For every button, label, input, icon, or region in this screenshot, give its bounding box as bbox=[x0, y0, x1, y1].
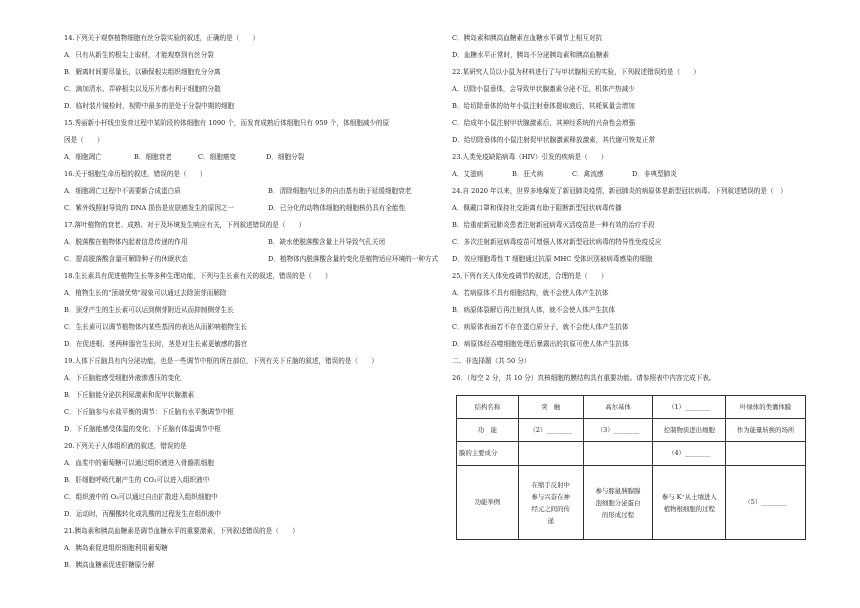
q23-option-d: D．非典型肺炎 bbox=[632, 170, 677, 178]
table-cell bbox=[518, 442, 583, 466]
q23-options bbox=[452, 170, 677, 178]
q18-option-b: B．顶芽产生的生长素可以运到侧芽附近从而抑制侧芽生长 bbox=[64, 306, 234, 314]
q16-option-d: D．已分化的动物体细胞的细胞核仍具有全能性 bbox=[268, 204, 406, 212]
cell-line: 参与 K⁺从土壤进入 bbox=[661, 492, 717, 501]
q19-option-b: B．下丘脑能分泌抗利尿激素和促甲状腺激素 bbox=[64, 391, 195, 399]
cell-line: 植物根细胞的过程 bbox=[663, 504, 715, 513]
q18-option-c: C．生长素可以调节植物体内某些基因的表达从而影响植物生长 bbox=[64, 323, 248, 331]
q20-option-b: B．肝细胞呼吸代谢产生的 CO₂可以进入组织液中 bbox=[64, 476, 210, 484]
q19-stem: 19.人体下丘脑具有内分泌功能，也是一些调节中枢的所在部位，下列有关下丘脑的叙述，错误的是（ ） bbox=[64, 357, 378, 365]
q21-option-a: A．胰岛素促进组织细胞利用葡萄糖 bbox=[64, 544, 168, 552]
section-heading: 二、非选择题（共 50 分） bbox=[452, 357, 531, 365]
q21-option-c: C．胰岛素和胰高血糖素在血糖水平调节上相互对抗 bbox=[452, 34, 603, 42]
q23-option-b: B．狂犬病 bbox=[512, 170, 544, 178]
q25-option-a: A．若病原体不具有细胞结构，就不会使人体产生抗体 bbox=[452, 289, 609, 297]
q17-stem: 17.落叶植物的衰老、成熟、对于及环境发生响应有关，下列叙述错误的是（ ） bbox=[64, 221, 306, 229]
q14-stem: 14.下列关于观察植物细胞有丝分裂实验的叙述，正确的是（ ） bbox=[64, 34, 260, 42]
table-cell: 控制物质进出细胞 bbox=[653, 419, 726, 442]
q14-option-b: B．解离时间要尽量长，以确保根尖组织细胞充分分离 bbox=[64, 68, 221, 76]
q14-option-c: C．滴加清水、弄碎根尖以及压片都有利于细胞的分散 bbox=[64, 85, 221, 93]
q15-option-c: C．细胞癌变 bbox=[198, 153, 237, 161]
q26-row-function bbox=[457, 419, 806, 442]
q16-option-b: B．清除细胞内过多的自由基有助于延缓细胞衰老 bbox=[268, 187, 412, 195]
q26-row-structure bbox=[457, 396, 806, 419]
q17-options-ab bbox=[64, 238, 385, 246]
blank-5[interactable]: （5）________ bbox=[726, 466, 806, 540]
q18-option-d: D．在促进根、茎两种器官生长时，茎是对生长素更敏感的器官 bbox=[64, 340, 248, 348]
table-cell: 作为能量转换的场所 bbox=[726, 419, 806, 442]
q25-option-d: D．病原体经吞噬细胞处理后暴露出的抗原可使人体产生抗体 bbox=[452, 340, 629, 348]
q22-option-c: C．给成年小鼠注射甲状腺激素后，其神经系统的兴奋性会增强 bbox=[452, 119, 636, 127]
q22-option-b: B．给切除垂体的幼年小鼠注射垂体提取液后，其耗氧量会增加 bbox=[452, 102, 635, 110]
q16-option-c: C．紫外线照射导致的 DNA 损伤是皮肤癌发生的原因之一 bbox=[64, 204, 235, 212]
table-cell bbox=[518, 466, 583, 540]
q15-options bbox=[64, 153, 304, 161]
q26-row-components bbox=[457, 442, 806, 466]
q14-option-d: D．临时装片镜检时，视野中最多的是处于分裂中期的细胞 bbox=[64, 102, 235, 110]
q25-option-c: C．病原体表面若不存在蛋白质分子，就不会使人体产生抗体 bbox=[452, 323, 629, 331]
q23-option-a: A．艾滋病 bbox=[452, 170, 484, 178]
q26-row-examples bbox=[457, 466, 806, 540]
blank-1[interactable]: （1）________ bbox=[653, 396, 726, 419]
cell-line: 泡细胞分泌蛋白 bbox=[595, 498, 641, 507]
q26-table bbox=[456, 395, 806, 540]
q17-option-c: C．提高脱落酸含量可解除种子的休眠状态 bbox=[64, 255, 188, 263]
q16-option-a: A．细胞凋亡过程中不需要新合成蛋白质 bbox=[64, 187, 181, 195]
table-cell bbox=[583, 442, 653, 466]
blank-3[interactable]: （3）________ bbox=[583, 419, 653, 442]
q21-stem: 21.胰岛素和胰高血糖素是调节血糖水平的重要激素，下列叙述错误的是（ ） bbox=[64, 527, 299, 535]
q26-stem: 26．（每空 2 分，共 10 分）真核细胞的膜结构具有重要功能。请参照表中内容完成下表。 bbox=[452, 374, 716, 382]
q17-option-d: D．植物体内脱落酸含量的变化是植物适应环境的一种方式 bbox=[268, 255, 439, 263]
blank-4[interactable]: （4）________ bbox=[653, 442, 726, 466]
q16-stem: 16.关于细胞生命历程的叙述，错误的是（ ） bbox=[64, 170, 207, 178]
q25-stem: 25.下列有关人体免疫调节的叙述，合理的是（ ） bbox=[452, 272, 608, 280]
table-cell: 功 能 bbox=[457, 419, 519, 442]
q17-option-a: A．脱落酸在植物体内起着信息传递的作用 bbox=[64, 238, 188, 246]
table-cell: 膜的主要成分 bbox=[457, 442, 519, 466]
table-cell bbox=[583, 466, 653, 540]
q16-options-cd bbox=[64, 204, 405, 212]
q19-option-d: D．下丘脑能感受体温的变化；下丘脑有体温调节中枢 bbox=[64, 425, 221, 433]
q24-option-b: B．给重症新冠肺炎患者注射新冠病毒灭活疫苗是一种有效的治疗手段 bbox=[452, 221, 655, 229]
table-cell: 结构名称 bbox=[457, 396, 519, 419]
table-cell bbox=[726, 442, 806, 466]
q18-stem: 18.生长素具有促进植物生长等多种生理功能，下列与生长素有关的叙述，错误的是（ ） bbox=[64, 272, 332, 280]
table-cell: 突 触 bbox=[518, 396, 583, 419]
q19-option-a: A．下丘脑能感受细胞外液渗透压的变化 bbox=[64, 374, 181, 382]
cell-line: 参与豚鼠胰腺腺 bbox=[595, 486, 641, 495]
table-cell bbox=[653, 466, 726, 540]
q22-option-d: D．给切除垂体的小鼠注射促甲状腺激素释放激素，其代谢可恢复正常 bbox=[452, 136, 656, 144]
q15-stem-line2: 因是（ ） bbox=[64, 136, 104, 144]
q20-option-c: C．组织液中的 O₂可以通过自由扩散进入组织细胞中 bbox=[64, 493, 218, 501]
q23-option-c: C．禽流感 bbox=[572, 170, 604, 178]
q25-option-b: B．病原体裂解后再注射到人体，就不会使人体产生抗体 bbox=[452, 306, 616, 314]
q15-option-d: D．细胞分裂 bbox=[266, 153, 305, 161]
table-cell: 高尔基体 bbox=[583, 396, 653, 419]
q14-option-a: A．只有从新生的根尖上取材，才能观察到有丝分裂 bbox=[64, 51, 214, 59]
q22-stem: 22.某研究人员以小鼠为材料进行了与甲状腺相关的实验，下列叙述错误的是（ ） bbox=[452, 68, 700, 76]
q17-options-cd bbox=[64, 255, 438, 263]
q24-stem: 24.自 2020 年以来，世界多地爆发了新冠肺炎疫情，新冠肺炎的病原体是新型冠状病毒。下列叙述错误的是（ ） bbox=[452, 187, 787, 195]
cell-line: 的形成过程 bbox=[602, 510, 634, 519]
cell-line: 经元之间的传 bbox=[531, 504, 570, 513]
q20-option-a: A．血浆中的葡萄糖可以通过组织液进入骨骼肌细胞 bbox=[64, 459, 214, 467]
q19-option-c: C．下丘脑参与水盐平衡的调节：下丘脑有水平衡调节中枢 bbox=[64, 408, 234, 416]
q21-option-d: D．血糖水平正常时，胰岛不分泌胰岛素和胰高血糖素 bbox=[452, 51, 609, 59]
q18-option-a: A．植物生长的"顶端优势"现象可以通过去除顶芽而解除 bbox=[64, 289, 227, 297]
table-cell: 叶绿体的类囊体膜 bbox=[726, 396, 806, 419]
q22-option-a: A．切除小鼠垂体，会导致甲状腺激素分泌不足，机体产热减少 bbox=[452, 85, 635, 93]
q15-option-b: B．细胞衰老 bbox=[134, 153, 172, 161]
cell-line: 在缩手反射中 bbox=[531, 480, 570, 489]
q21-option-b: B．胰高血糖素促进肝糖原分解 bbox=[64, 561, 155, 569]
q24-option-a: A．佩戴口罩和保持社交距离有助于阻断新型冠状病毒传播 bbox=[452, 204, 622, 212]
q20-stem: 20.下列关于人体组织液的叙述，错误的是 bbox=[64, 442, 187, 450]
table-cell: 功能举例 bbox=[457, 466, 519, 540]
q23-stem: 23.人类免疫缺陷病毒（HIV）引发的疾病是（ ） bbox=[452, 153, 608, 161]
cell-line: 参与兴奋在神 bbox=[531, 492, 570, 501]
q20-option-d: D．运动时，丙酮酸转化成乳酸的过程发生在组织液中 bbox=[64, 510, 221, 518]
q24-option-d: D．效应细胞毒性 T 细胞通过抗原 MHC 受体识别被病毒感染的细胞 bbox=[452, 255, 653, 263]
q17-option-b: B．缺水使脱落酸含量上升导致气孔关闭 bbox=[268, 238, 385, 246]
q15-stem-line1: 15.秀丽新小杆线虫发育过程中某阶段的体细胞有 1090 个，而发育成熟后体细胞只有 959 个，体细胞减少的原 bbox=[64, 119, 390, 127]
cell-line: 递 bbox=[547, 516, 554, 525]
q16-options-ab bbox=[64, 187, 411, 195]
blank-2[interactable]: （2）________ bbox=[518, 419, 583, 442]
q15-option-a: A．细胞凋亡 bbox=[64, 153, 102, 161]
q24-option-c: C．多次注射新冠病毒疫苗可增强人体对新型冠状病毒的特异性免疫反应 bbox=[452, 238, 662, 246]
